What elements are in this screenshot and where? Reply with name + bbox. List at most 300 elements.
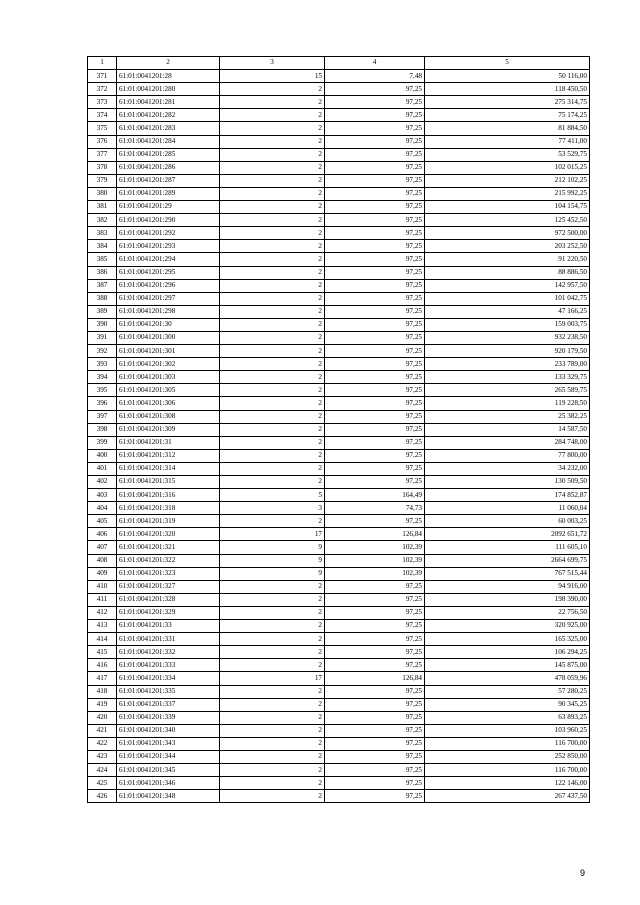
table-row <box>88 292 590 305</box>
table-row <box>88 214 590 227</box>
table-cell: 2 <box>220 266 325 279</box>
table-cell: 61:01:0041201:297 <box>117 292 220 305</box>
table-cell: 61:01:0041201:295 <box>117 266 220 279</box>
table-row <box>88 253 590 266</box>
table-row <box>88 331 590 344</box>
table-cell: 2 <box>220 737 325 750</box>
table-cell: 388 <box>88 292 117 305</box>
table-cell: 125 452,50 <box>425 214 590 227</box>
table-cell: 412 <box>88 606 117 619</box>
table-cell: 97,25 <box>325 764 425 777</box>
table-cell: 385 <box>88 253 117 266</box>
table-cell: 61:01:0041201:309 <box>117 423 220 436</box>
header-row <box>88 57 590 70</box>
table-cell: 102 015,25 <box>425 161 590 174</box>
table-cell: 2 <box>220 410 325 423</box>
table-cell: 61:01:0041201:28 <box>117 70 220 83</box>
table-cell: 2 <box>220 423 325 436</box>
table-cell: 97,25 <box>325 305 425 318</box>
table-cell: 97,25 <box>325 227 425 240</box>
table-cell: 371 <box>88 70 117 83</box>
table-cell: 61:01:0041201:305 <box>117 384 220 397</box>
table-row <box>88 122 590 135</box>
table-cell: 118 450,50 <box>425 83 590 96</box>
table-cell: 233 789,00 <box>425 358 590 371</box>
table-row <box>88 384 590 397</box>
table-cell: 61:01:0041201:301 <box>117 345 220 358</box>
table-cell: 2 <box>220 449 325 462</box>
table-cell: 61:01:0041201:286 <box>117 161 220 174</box>
table-cell: 104 154,75 <box>425 201 590 214</box>
table-row <box>88 528 590 541</box>
table-cell: 97,25 <box>325 515 425 528</box>
table-cell: 920 179,50 <box>425 345 590 358</box>
table-cell: 2 <box>220 750 325 763</box>
table-cell: 2 <box>220 292 325 305</box>
table-cell: 2 <box>220 698 325 711</box>
table-cell: 97,25 <box>325 606 425 619</box>
table-cell: 61:01:0041201:340 <box>117 724 220 737</box>
table-cell: 2 <box>220 122 325 135</box>
table-cell: 174 852,87 <box>425 489 590 502</box>
table-row <box>88 750 590 763</box>
table-cell: 61:01:0041201:303 <box>117 371 220 384</box>
table-cell: 165 325,00 <box>425 633 590 646</box>
table-cell: 126,84 <box>325 528 425 541</box>
table-cell: 2 <box>220 318 325 331</box>
table-cell: 379 <box>88 174 117 187</box>
table-cell: 2 <box>220 646 325 659</box>
table-cell: 7,48 <box>325 70 425 83</box>
table-cell: 390 <box>88 318 117 331</box>
table-cell: 932 238,50 <box>425 331 590 344</box>
table-cell: 403 <box>88 489 117 502</box>
table-cell: 3 <box>220 502 325 515</box>
page-number: 9 <box>579 868 585 878</box>
table-cell: 392 <box>88 345 117 358</box>
table-cell: 391 <box>88 331 117 344</box>
table-cell: 404 <box>88 502 117 515</box>
table-cell: 2 <box>220 436 325 449</box>
table-cell: 97,25 <box>325 266 425 279</box>
table-cell: 61:01:0041201:283 <box>117 122 220 135</box>
table-cell: 2 <box>220 201 325 214</box>
table-cell: 130 509,50 <box>425 476 590 489</box>
table-cell: 275 314,75 <box>425 96 590 109</box>
table-cell: 2 <box>220 227 325 240</box>
table-row <box>88 70 590 83</box>
table-cell: 61:01:0041201:316 <box>117 489 220 502</box>
column-header: 5 <box>425 57 590 70</box>
table-row <box>88 620 590 633</box>
table-row <box>88 515 590 528</box>
table-cell: 409 <box>88 567 117 580</box>
table-cell: 97,25 <box>325 476 425 489</box>
table-cell: 2 <box>220 764 325 777</box>
table-cell: 159 003,75 <box>425 318 590 331</box>
table-cell: 97,25 <box>325 423 425 436</box>
table-cell: 97,25 <box>325 750 425 763</box>
table-row <box>88 227 590 240</box>
table-cell: 416 <box>88 659 117 672</box>
table-cell: 61:01:0041201:334 <box>117 672 220 685</box>
table-cell: 417 <box>88 672 117 685</box>
table-row <box>88 580 590 593</box>
table-cell: 381 <box>88 201 117 214</box>
table-cell: 97,25 <box>325 214 425 227</box>
table-cell: 267 437,50 <box>425 790 590 803</box>
table-cell: 61:01:0041201:306 <box>117 397 220 410</box>
table-cell: 61:01:0041201:302 <box>117 358 220 371</box>
table-cell: 372 <box>88 83 117 96</box>
table-cell: 61:01:0041201:308 <box>117 410 220 423</box>
table-cell: 77 411,00 <box>425 135 590 148</box>
table-cell: 97,25 <box>325 698 425 711</box>
table-cell: 75 174,25 <box>425 109 590 122</box>
table-cell: 102,39 <box>325 554 425 567</box>
table-cell: 2 <box>220 174 325 187</box>
table-cell: 47 166,25 <box>425 305 590 318</box>
table-row <box>88 554 590 567</box>
table-row <box>88 318 590 331</box>
table-cell: 393 <box>88 358 117 371</box>
table-cell: 402 <box>88 476 117 489</box>
table-cell: 9 <box>220 554 325 567</box>
table-cell: 106 294,25 <box>425 646 590 659</box>
table-cell: 97,25 <box>325 384 425 397</box>
table-row <box>88 423 590 436</box>
data-table <box>87 56 590 803</box>
table-row <box>88 462 590 475</box>
table-cell: 320 925,00 <box>425 620 590 633</box>
table-cell: 61:01:0041201:344 <box>117 750 220 763</box>
table-cell: 61:01:0041201:348 <box>117 790 220 803</box>
table-cell: 408 <box>88 554 117 567</box>
table-cell: 61:01:0041201:281 <box>117 96 220 109</box>
table-row <box>88 724 590 737</box>
table-row <box>88 502 590 515</box>
table-row <box>88 266 590 279</box>
table-cell: 61:01:0041201:300 <box>117 331 220 344</box>
table-cell: 378 <box>88 161 117 174</box>
column-header: 2 <box>117 57 220 70</box>
table-cell: 265 589,75 <box>425 384 590 397</box>
table-cell: 97,25 <box>325 777 425 790</box>
table-cell: 389 <box>88 305 117 318</box>
table-cell: 61:01:0041201:346 <box>117 777 220 790</box>
table-cell: 424 <box>88 764 117 777</box>
table-cell: 116 700,00 <box>425 737 590 750</box>
table-cell: 61:01:0041201:298 <box>117 305 220 318</box>
table-cell: 97,25 <box>325 410 425 423</box>
table-cell: 97,25 <box>325 737 425 750</box>
table-row <box>88 345 590 358</box>
table-cell: 2 <box>220 724 325 737</box>
table-cell: 2 <box>220 253 325 266</box>
table-cell: 407 <box>88 541 117 554</box>
table-cell: 2 <box>220 371 325 384</box>
table-row <box>88 698 590 711</box>
table-cell: 97,25 <box>325 593 425 606</box>
table-cell: 97,25 <box>325 174 425 187</box>
column-header: 1 <box>88 57 117 70</box>
table-cell: 2 <box>220 685 325 698</box>
table-cell: 97,25 <box>325 436 425 449</box>
table-row <box>88 397 590 410</box>
table-cell: 61:01:0041201:312 <box>117 449 220 462</box>
table-cell: 2 <box>220 777 325 790</box>
table-cell: 2 <box>220 135 325 148</box>
table-cell: 9 <box>220 541 325 554</box>
table-cell: 425 <box>88 777 117 790</box>
table-cell: 97,25 <box>325 187 425 200</box>
table-row <box>88 135 590 148</box>
table-cell: 2 <box>220 659 325 672</box>
table-cell: 61:01:0041201:293 <box>117 240 220 253</box>
table-cell: 61:01:0041201:318 <box>117 502 220 515</box>
table-cell: 61:01:0041201:287 <box>117 174 220 187</box>
table-row <box>88 436 590 449</box>
table-row <box>88 646 590 659</box>
table-cell: 420 <box>88 711 117 724</box>
table-cell: 2 <box>220 161 325 174</box>
table-cell: 17 <box>220 672 325 685</box>
table-cell: 97,25 <box>325 790 425 803</box>
table-cell: 102,39 <box>325 567 425 580</box>
table-cell: 2664 699,75 <box>425 554 590 567</box>
table-cell: 415 <box>88 646 117 659</box>
table-cell: 97,25 <box>325 122 425 135</box>
column-header: 3 <box>220 57 325 70</box>
table-row <box>88 201 590 214</box>
table-cell: 2 <box>220 345 325 358</box>
table-row <box>88 659 590 672</box>
table-row <box>88 449 590 462</box>
table-cell: 2 <box>220 711 325 724</box>
table-row <box>88 672 590 685</box>
table-cell: 2 <box>220 397 325 410</box>
table-row <box>88 541 590 554</box>
table-cell: 2 <box>220 148 325 161</box>
table-cell: 97,25 <box>325 331 425 344</box>
table-cell: 2 <box>220 790 325 803</box>
table-cell: 97,25 <box>325 659 425 672</box>
table-cell: 122 146,00 <box>425 777 590 790</box>
table-row <box>88 161 590 174</box>
table-cell: 97,25 <box>325 292 425 305</box>
table-cell: 25 382,25 <box>425 410 590 423</box>
table-cell: 396 <box>88 397 117 410</box>
table-cell: 2 <box>220 214 325 227</box>
table-cell: 2 <box>220 593 325 606</box>
table-cell: 61:01:0041201:292 <box>117 227 220 240</box>
table-cell: 2 <box>220 633 325 646</box>
table-cell: 419 <box>88 698 117 711</box>
column-header: 4 <box>325 57 425 70</box>
table-cell: 61:01:0041201:322 <box>117 554 220 567</box>
table-cell: 383 <box>88 227 117 240</box>
table-row <box>88 685 590 698</box>
table-cell: 97,25 <box>325 201 425 214</box>
table-row <box>88 358 590 371</box>
table-cell: 421 <box>88 724 117 737</box>
table-cell: 11 060,04 <box>425 502 590 515</box>
table-cell: 377 <box>88 148 117 161</box>
table-cell: 97,25 <box>325 109 425 122</box>
table-cell: 97,25 <box>325 279 425 292</box>
table-cell: 142 957,50 <box>425 279 590 292</box>
table-cell: 9 <box>220 567 325 580</box>
table-cell: 103 960,25 <box>425 724 590 737</box>
table-cell: 61:01:0041201:315 <box>117 476 220 489</box>
table-cell: 414 <box>88 633 117 646</box>
table-cell: 2 <box>220 620 325 633</box>
table-row <box>88 187 590 200</box>
table-row <box>88 240 590 253</box>
table-cell: 423 <box>88 750 117 763</box>
table-cell: 2 <box>220 331 325 344</box>
table-cell: 61:01:0041201:343 <box>117 737 220 750</box>
table-cell: 61:01:0041201:332 <box>117 646 220 659</box>
table-cell: 61:01:0041201:33 <box>117 620 220 633</box>
table-cell: 203 252,50 <box>425 240 590 253</box>
table-cell: 61:01:0041201:314 <box>117 462 220 475</box>
table-cell: 22 756,50 <box>425 606 590 619</box>
table-cell: 61:01:0041201:31 <box>117 436 220 449</box>
table-cell: 97,25 <box>325 345 425 358</box>
table-cell: 14 587,50 <box>425 423 590 436</box>
table-cell: 2 <box>220 358 325 371</box>
table-cell: 97,25 <box>325 96 425 109</box>
table-cell: 405 <box>88 515 117 528</box>
table-cell: 77 800,00 <box>425 449 590 462</box>
table-cell: 382 <box>88 214 117 227</box>
table-cell: 164,49 <box>325 489 425 502</box>
table-cell: 411 <box>88 593 117 606</box>
table-row <box>88 489 590 502</box>
table-cell: 478 059,96 <box>425 672 590 685</box>
table-cell: 91 220,50 <box>425 253 590 266</box>
table-row <box>88 279 590 292</box>
table-cell: 61:01:0041201:328 <box>117 593 220 606</box>
table-cell: 376 <box>88 135 117 148</box>
table-row <box>88 790 590 803</box>
table-cell: 413 <box>88 620 117 633</box>
table-cell: 15 <box>220 70 325 83</box>
table-cell: 97,25 <box>325 148 425 161</box>
table-cell: 133 329,75 <box>425 371 590 384</box>
table-cell: 410 <box>88 580 117 593</box>
table-row <box>88 777 590 790</box>
table-cell: 395 <box>88 384 117 397</box>
table-row <box>88 148 590 161</box>
table-cell: 386 <box>88 266 117 279</box>
table-row <box>88 593 590 606</box>
table-cell: 2092 651,72 <box>425 528 590 541</box>
table-cell: 284 748,00 <box>425 436 590 449</box>
table-cell: 394 <box>88 371 117 384</box>
table-cell: 111 605,10 <box>425 541 590 554</box>
table-cell: 972 500,00 <box>425 227 590 240</box>
table-body <box>88 70 590 803</box>
table-cell: 61:01:0041201:285 <box>117 148 220 161</box>
table-row <box>88 711 590 724</box>
table-cell: 61:01:0041201:289 <box>117 187 220 200</box>
table-cell: 2 <box>220 83 325 96</box>
table-cell: 2 <box>220 580 325 593</box>
table-cell: 2 <box>220 462 325 475</box>
table-cell: 94 916,00 <box>425 580 590 593</box>
table-row <box>88 174 590 187</box>
table-cell: 61:01:0041201:294 <box>117 253 220 266</box>
table-row <box>88 737 590 750</box>
table-cell: 60 003,25 <box>425 515 590 528</box>
table-cell: 2 <box>220 279 325 292</box>
table-cell: 2 <box>220 305 325 318</box>
table-cell: 2 <box>220 384 325 397</box>
table-row <box>88 606 590 619</box>
table-cell: 97,25 <box>325 685 425 698</box>
table-cell: 61:01:0041201:331 <box>117 633 220 646</box>
table-row <box>88 567 590 580</box>
table-cell: 97,25 <box>325 724 425 737</box>
table-cell: 57 280,25 <box>425 685 590 698</box>
table-cell: 61:01:0041201:323 <box>117 567 220 580</box>
table-cell: 380 <box>88 187 117 200</box>
table-cell: 97,25 <box>325 253 425 266</box>
table-row <box>88 371 590 384</box>
table-cell: 61:01:0041201:29 <box>117 201 220 214</box>
table-cell: 97,25 <box>325 711 425 724</box>
table-cell: 97,25 <box>325 397 425 410</box>
table-cell: 397 <box>88 410 117 423</box>
table-cell: 61:01:0041201:321 <box>117 541 220 554</box>
table-cell: 97,25 <box>325 620 425 633</box>
table-cell: 61:01:0041201:296 <box>117 279 220 292</box>
table-cell: 61:01:0041201:333 <box>117 659 220 672</box>
table-cell: 426 <box>88 790 117 803</box>
table-cell: 97,25 <box>325 318 425 331</box>
table-row <box>88 109 590 122</box>
table-cell: 215 992,25 <box>425 187 590 200</box>
table-cell: 422 <box>88 737 117 750</box>
table-cell: 61:01:0041201:319 <box>117 515 220 528</box>
table-cell: 2 <box>220 109 325 122</box>
table-cell: 97,25 <box>325 580 425 593</box>
table-row <box>88 96 590 109</box>
table-cell: 406 <box>88 528 117 541</box>
table-cell: 63 893,25 <box>425 711 590 724</box>
table-cell: 61:01:0041201:327 <box>117 580 220 593</box>
table-cell: 401 <box>88 462 117 475</box>
table-cell: 400 <box>88 449 117 462</box>
table-cell: 119 228,50 <box>425 397 590 410</box>
table-cell: 50 116,00 <box>425 70 590 83</box>
table-cell: 61:01:0041201:337 <box>117 698 220 711</box>
table-cell: 97,25 <box>325 83 425 96</box>
table-cell: 2 <box>220 515 325 528</box>
table-cell: 399 <box>88 436 117 449</box>
table-cell: 61:01:0041201:290 <box>117 214 220 227</box>
table-cell: 61:01:0041201:320 <box>117 528 220 541</box>
table-cell: 387 <box>88 279 117 292</box>
table-cell: 101 042,75 <box>425 292 590 305</box>
table-cell: 398 <box>88 423 117 436</box>
table-cell: 61:01:0041201:335 <box>117 685 220 698</box>
table-row <box>88 305 590 318</box>
table-cell: 97,25 <box>325 449 425 462</box>
table-cell: 2 <box>220 187 325 200</box>
